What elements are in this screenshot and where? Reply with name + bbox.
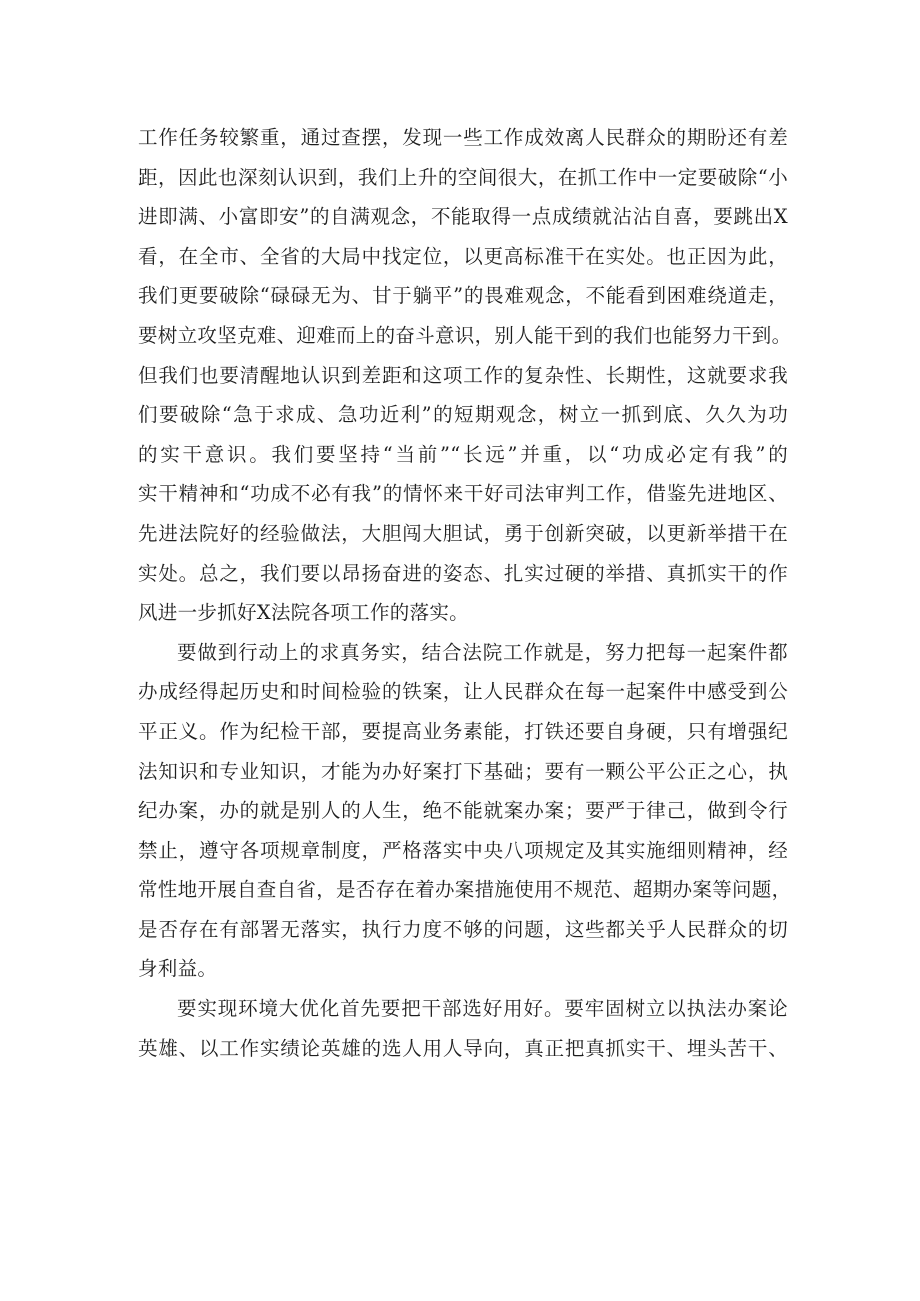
text-line: 纪办案，办的就是别人的人生，绝不能就案办案；要严于律己，做到令行 xyxy=(138,799,788,823)
text-line: 的实干意识。我们要坚持“当前”“长远”并重，以“功成必定有我”的 xyxy=(138,442,788,466)
document-body xyxy=(138,118,792,1068)
text-line: 身利益。 xyxy=(138,957,218,981)
paragraph-start-line: 要实现环境大优化首先要把干部选好用好。要牢固树立以执法办案论 xyxy=(177,997,788,1021)
text-line: 英雄、以工作实绩论英雄的选人用人导向，真正把真抓实干、埋头苦干、 xyxy=(138,1036,788,1060)
text-line: 但我们也要清醒地认识到差距和这项工作的复杂性、长期性，这就要求我 xyxy=(138,363,788,387)
text-line: 要树立攻坚克难、迎难而上的奋斗意识，别人能干到的我们也能努力干到。 xyxy=(138,323,792,347)
text-line: 距，因此也深刻认识到，我们上升的空间很大，在抓工作中一定要破除“小 xyxy=(138,165,788,189)
text-line: 工作任务较繁重，通过查摆，发现一些工作成效离人民群众的期盼还有差 xyxy=(138,126,788,149)
text-line: 实处。总之，我们要以昂扬奋进的姿态、扎实过硬的举措、真抓实干的作 xyxy=(138,561,788,585)
text-line: 办成经得起历史和时间检验的铁案，让人民群众在每一起案件中感受到公 xyxy=(138,680,788,704)
text-line: 看，在全市、全省的大局中找定位，以更高标准干在实处。也正因为此， xyxy=(138,244,788,268)
text-line: 们要破除“急于求成、急功近利”的短期观念，树立一抓到底、久久为功 xyxy=(138,403,788,427)
paragraph-start-line: 要做到行动上的求真务实，结合法院工作就是，努力把每一起案件都 xyxy=(177,640,788,664)
text-line: 平正义。作为纪检干部，要提高业务素能，打铁还要自身硬，只有增强纪 xyxy=(138,719,788,743)
text-line: 法知识和专业知识，才能为办好案打下基础；要有一颗公平公正之心，执 xyxy=(138,759,788,783)
text-line: 禁止，遵守各项规章制度，严格落实中央八项规定及其实施细则精神，经 xyxy=(138,838,788,862)
text-line: 风进一步抓好X法院各项工作的落实。 xyxy=(138,601,469,625)
text-line: 是否存在有部署无落实，执行力度不够的问题，这些都关乎人民群众的切 xyxy=(138,917,788,941)
text-line: 实干精神和“功成不必有我”的情怀来干好司法审判工作，借鉴先进地区、 xyxy=(138,482,788,506)
text-line: 先进法院好的经验做法，大胆闯大胆试，勇于创新突破，以更新举措干在 xyxy=(138,521,788,545)
text-line: 我们更要破除“碌碌无为、甘于躺平”的畏难观念，不能看到困难绕道走， xyxy=(138,284,788,308)
text-line: 常性地开展自查自省，是否存在着办案措施使用不规范、超期办案等问题， xyxy=(138,878,792,902)
text-line: 进即满、小富即安”的自满观念，不能取得一点成绩就沾沾自喜，要跳出X xyxy=(138,205,788,229)
